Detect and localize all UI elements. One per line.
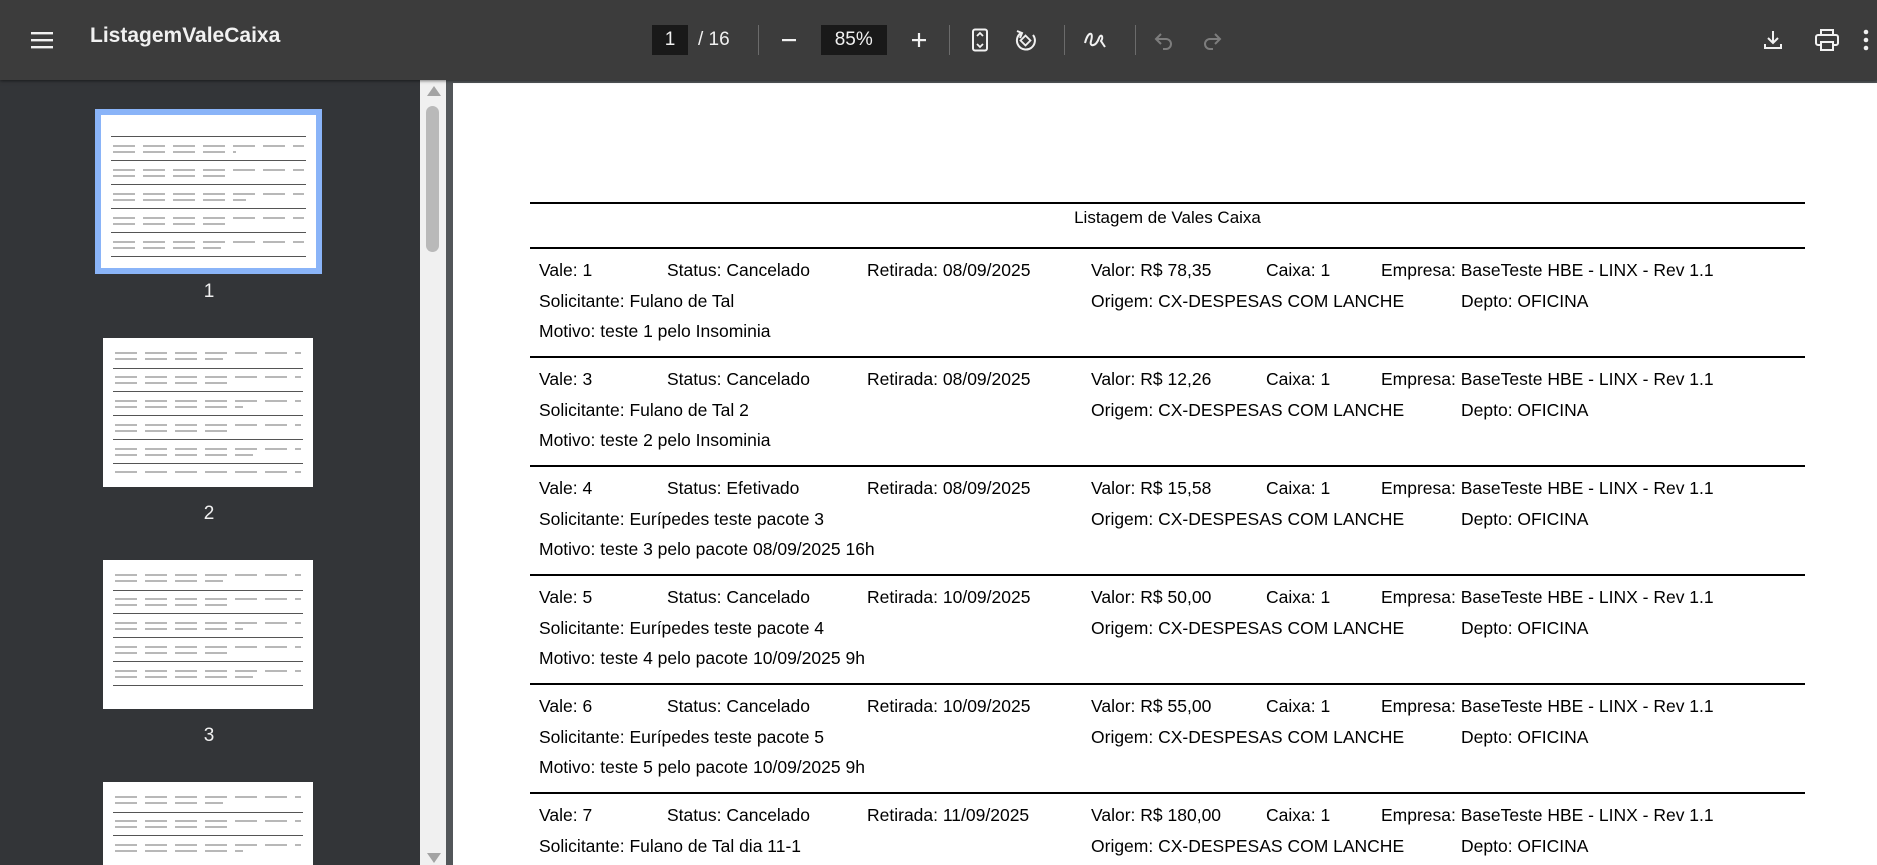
record-solicitante: Solicitante: Eurípedes teste pacote 3 <box>539 509 825 529</box>
toolbar-divider <box>1135 25 1136 55</box>
record-depto: Depto: OFICINA <box>1461 400 1589 420</box>
record-valor: Valor: R$ 55,00 <box>1091 696 1212 716</box>
record-caixa: Caixa: 1 <box>1266 260 1331 280</box>
record-caixa: Caixa: 1 <box>1266 587 1331 607</box>
record-empresa: Empresa: BaseTeste HBE - LINX - Rev 1.1 <box>1381 696 1714 716</box>
thumbnail-label: 3 <box>203 725 215 746</box>
record-status: Status: Efetivado <box>667 478 800 498</box>
record-vale: Vale: 1 <box>539 260 593 280</box>
vale-record <box>530 356 1805 465</box>
record-motivo: Motivo: teste 4 pelo pacote 10/09/2025 9h <box>539 648 865 668</box>
record-solicitante: Solicitante: Fulano de Tal dia 11-1 <box>539 836 802 856</box>
title-divider <box>530 202 1805 204</box>
record-depto: Depto: OFICINA <box>1461 836 1589 856</box>
record-retirada: Retirada: 10/09/2025 <box>867 587 1031 607</box>
vale-record <box>530 792 1805 865</box>
download-icon[interactable] <box>1753 20 1793 60</box>
record-vale: Vale: 6 <box>539 696 593 716</box>
record-vale: Vale: 5 <box>539 587 593 607</box>
record-caixa: Caixa: 1 <box>1266 696 1331 716</box>
zoom-input[interactable] <box>821 25 887 55</box>
menu-icon[interactable] <box>24 22 60 58</box>
toolbar-right-actions <box>1753 20 1877 60</box>
record-valor: Valor: R$ 78,35 <box>1091 260 1212 280</box>
record-retirada: Retirada: 08/09/2025 <box>867 478 1031 498</box>
vale-record <box>530 574 1805 683</box>
toolbar-divider <box>949 25 950 55</box>
pdf-page <box>453 83 1877 865</box>
record-motivo: Motivo: teste 3 pelo pacote 08/09/2025 16h <box>539 539 875 559</box>
record-motivo: Motivo: teste 1 pelo Insominia <box>539 321 771 341</box>
scroll-down-arrow-icon[interactable] <box>427 853 441 863</box>
page-zoom-controls <box>652 20 1232 60</box>
record-origem: Origem: CX-DESPESAS COM LANCHE <box>1091 618 1405 638</box>
record-caixa: Caixa: 1 <box>1266 478 1331 498</box>
record-caixa: Caixa: 1 <box>1266 369 1331 389</box>
minus-icon[interactable] <box>769 20 809 60</box>
record-solicitante: Solicitante: Eurípedes teste pacote 5 <box>539 727 825 747</box>
record-vale: Vale: 4 <box>539 478 593 498</box>
draw-icon[interactable] <box>1075 20 1115 60</box>
fit-page-icon[interactable] <box>960 20 1000 60</box>
record-empresa: Empresa: BaseTeste HBE - LINX - Rev 1.1 <box>1381 478 1714 498</box>
sidebar-scrollbar[interactable] <box>420 80 446 865</box>
record-retirada: Retirada: 11/09/2025 <box>867 805 1030 825</box>
print-icon[interactable] <box>1807 20 1847 60</box>
redo-icon[interactable] <box>1192 20 1232 60</box>
record-motivo: Motivo: teste 2 pelo Insominia <box>539 430 771 450</box>
document-viewer <box>446 80 1877 865</box>
scroll-up-arrow-icon[interactable] <box>427 86 441 96</box>
record-origem: Origem: CX-DESPESAS COM LANCHE <box>1091 727 1405 747</box>
record-origem: Origem: CX-DESPESAS COM LANCHE <box>1091 400 1405 420</box>
thumbnail-sidebar <box>0 80 446 865</box>
record-retirada: Retirada: 08/09/2025 <box>867 260 1031 280</box>
record-empresa: Empresa: BaseTeste HBE - LINX - Rev 1.1 <box>1381 369 1714 389</box>
record-origem: Origem: CX-DESPESAS COM LANCHE <box>1091 509 1405 529</box>
scrollbar-thumb[interactable] <box>426 106 439 252</box>
page-thumbnail[interactable] <box>103 560 313 709</box>
toolbar-divider <box>758 25 759 55</box>
record-origem: Origem: CX-DESPESAS COM LANCHE <box>1091 836 1405 856</box>
page-number-input[interactable] <box>652 25 688 55</box>
record-valor: Valor: R$ 15,58 <box>1091 478 1212 498</box>
page-thumbnail[interactable] <box>103 782 313 865</box>
record-solicitante: Solicitante: Fulano de Tal <box>539 291 735 311</box>
thumbnail-label: 2 <box>203 503 215 524</box>
record-origem: Origem: CX-DESPESAS COM LANCHE <box>1091 291 1405 311</box>
record-valor: Valor: R$ 180,00 <box>1091 805 1222 825</box>
record-motivo: Motivo: teste 5 pelo pacote 10/09/2025 9h <box>539 757 865 777</box>
record-status: Status: Cancelado <box>667 369 811 389</box>
record-status: Status: Cancelado <box>667 260 811 280</box>
record-valor: Valor: R$ 50,00 <box>1091 587 1212 607</box>
record-solicitante: Solicitante: Eurípedes teste pacote 4 <box>539 618 825 638</box>
record-valor: Valor: R$ 12,26 <box>1091 369 1212 389</box>
record-vale: Vale: 7 <box>539 805 593 825</box>
record-depto: Depto: OFICINA <box>1461 291 1589 311</box>
document-title: ListagemValeCaixa <box>90 24 281 47</box>
page-thumbnail[interactable] <box>103 338 313 487</box>
page-total: / 16 <box>698 29 730 50</box>
record-depto: Depto: OFICINA <box>1461 509 1589 529</box>
more-vert-icon[interactable] <box>1855 20 1877 60</box>
vale-record <box>530 247 1805 356</box>
record-status: Status: Cancelado <box>667 696 811 716</box>
vale-record <box>530 683 1805 792</box>
record-empresa: Empresa: BaseTeste HBE - LINX - Rev 1.1 <box>1381 587 1714 607</box>
pdf-toolbar <box>0 0 1877 80</box>
rotate-icon[interactable] <box>1006 20 1046 60</box>
page-thumbnail[interactable] <box>101 115 316 268</box>
record-empresa: Empresa: BaseTeste HBE - LINX - Rev 1.1 <box>1381 260 1714 280</box>
record-vale: Vale: 3 <box>539 369 593 389</box>
record-depto: Depto: OFICINA <box>1461 618 1589 638</box>
thumbnail-label: 1 <box>203 281 215 302</box>
record-empresa: Empresa: BaseTeste HBE - LINX - Rev 1.1 <box>1381 805 1714 825</box>
record-status: Status: Cancelado <box>667 805 811 825</box>
report-title: Listagem de Vales Caixa <box>1074 208 1261 227</box>
plus-icon[interactable] <box>899 20 939 60</box>
record-status: Status: Cancelado <box>667 587 811 607</box>
record-caixa: Caixa: 1 <box>1266 805 1331 825</box>
record-depto: Depto: OFICINA <box>1461 727 1589 747</box>
record-retirada: Retirada: 10/09/2025 <box>867 696 1031 716</box>
vale-record <box>530 465 1805 574</box>
record-solicitante: Solicitante: Fulano de Tal 2 <box>539 400 749 420</box>
undo-icon[interactable] <box>1144 20 1184 60</box>
toolbar-divider <box>1064 25 1065 55</box>
record-retirada: Retirada: 08/09/2025 <box>867 369 1031 389</box>
